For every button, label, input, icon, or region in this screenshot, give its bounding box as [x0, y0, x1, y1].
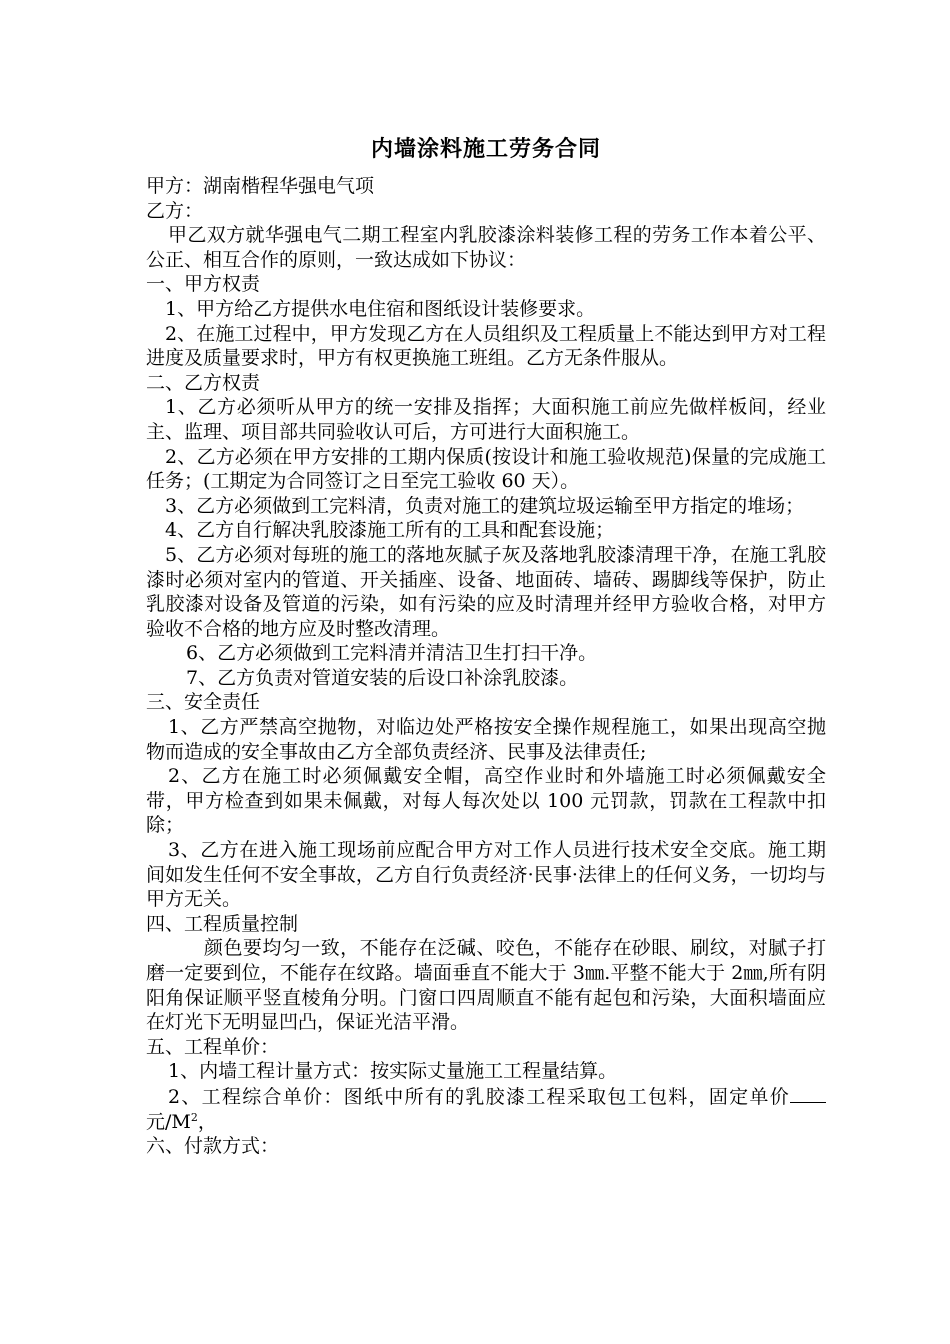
section-4-text: 颜色要均匀一致，不能存在泛碱、咬色，不能存在砂眼、刷纹，对腻子打磨一定要到位，不能存在纹路。墙面垂直不能大于 3㎜.平整不能大于 2㎜,所有阴阳角保证顺平竖直棱角分明。门窗口四周顺直不能有起包和污染，大面积墙面应在灯光下无明显凹凸，保证光洁平滑。: [146, 937, 826, 1034]
section-2-heading: 二、乙方权责: [146, 371, 261, 394]
party-a: 甲方：湖南楷程华强电气项: [146, 175, 375, 197]
section-3-heading: 三、安全责任: [146, 691, 261, 714]
price-unit-superscript: 2: [190, 1110, 198, 1124]
section-2-item-1: 1、乙方必须听从甲方的统一安排及指挥；大面积施工前应先做样板间，经业主、监理、项目部共同验收认可后，方可进行大面积施工。: [146, 396, 826, 443]
section-3-item-2: 2、乙方在施工时必须佩戴安全帽，高空作业时和外墙施工时必须佩戴安全带，甲方检查到如果未佩戴，对每人每次处以 100 元罚款，罚款在工程款中扣除；: [146, 765, 826, 837]
section-4-heading: 四、工程质量控制: [146, 912, 299, 935]
section-1-item-1: 1、甲方给乙方提供水电住宿和图纸设计装修要求。: [165, 297, 596, 320]
section-5-item-2: [146, 1084, 826, 1134]
intro-paragraph: 甲乙双方就华强电气二期工程室内乳胶漆涂料装修工程的劳务工作本着公平、公正、相互合作的原则，一致达成如下协议：: [146, 224, 826, 271]
section-2-item-7: 7、乙方负责对管道安装的后设口补涂乳胶漆。: [186, 666, 579, 689]
section-5-item-2-text: 2、工程综合单价：图纸中所有的乳胶漆工程采取包工包料，固定单价: [168, 1085, 790, 1108]
price-unit-suffix: ，: [197, 1110, 217, 1133]
section-2-item-4: 4、乙方自行解决乳胶漆施工所有的工具和配套设施；: [165, 519, 615, 542]
section-1-item-2: 2、在施工过程中，甲方发现乙方在人员组织及工程质量上不能达到甲方对工程进度及质量要求时，甲方有权更换施工班组。乙方无条件服从。: [146, 322, 826, 370]
section-3-item-1: 1、乙方严禁高空抛物，对临边处严格按安全操作规程施工，如果出现高空抛物而造成的安全事故由乙方全部负责经济、民事及法律责任;: [146, 716, 826, 763]
contract-page: [146, 132, 826, 1159]
section-6-heading: 六、付款方式：: [146, 1135, 280, 1158]
page-title: 内墙涂料施工劳务合同: [370, 136, 601, 162]
section-3-item-3: 3、乙方在进入施工现场前应配合甲方对工作人员进行技术安全交底。施工期间如发生任何不安全事故，乙方自行负责经济·民事·法律上的任何义务，一切均与甲方无关。: [146, 839, 826, 911]
price-blank: [790, 1084, 826, 1103]
party-b: 乙方：: [146, 199, 204, 222]
section-5-heading: 五、工程单价：: [146, 1035, 280, 1058]
section-5-item-1: 1、内墙工程计量方式：按实际丈量施工工程量结算。: [168, 1060, 618, 1083]
section-1-heading: 一、甲方权责: [146, 273, 261, 296]
section-2-item-2: 2、乙方必须在甲方安排的工期内保质(按设计和施工验收规范)保量的完成施工任务；(工期定为合同签订之日至完工验收 60 天）。: [146, 445, 826, 493]
section-2-item-5: 5、乙方必须对每班的施工的落地灰腻子灰及落地乳胶漆清理干净，在施工乳胶漆时必须对室内的管道、开关插座、设备、地面砖、墙砖、踢脚线等保护，防止乳胶漆对设备及管道的污染，如有污染的应及时清理并经甲方验收合格，对甲方验收不合格的地方应及时整改清理。: [146, 543, 826, 640]
section-2-item-6: 6、乙方必须做到工完料清并清洁卫生打扫干净。: [186, 642, 598, 665]
price-unit: 元/M: [146, 1110, 191, 1133]
section-2-item-3: 3、乙方必须做到工完料清，负责对施工的建筑垃圾运输至甲方指定的堆场；: [165, 494, 805, 517]
